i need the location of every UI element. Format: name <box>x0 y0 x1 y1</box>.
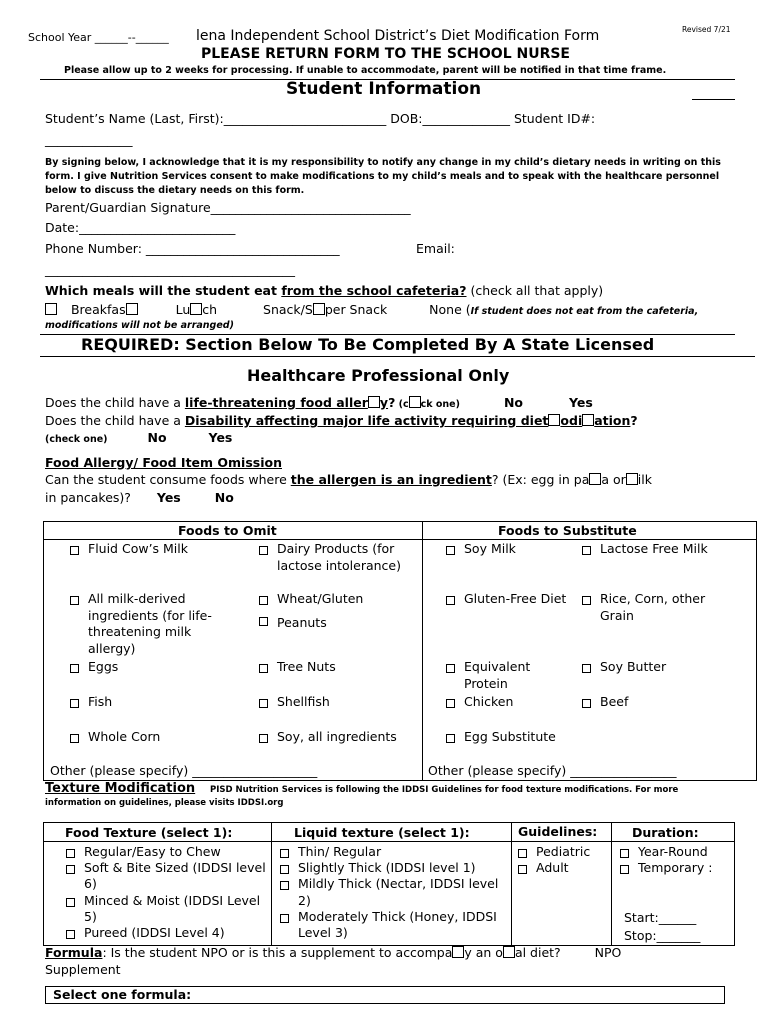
checkbox-icon[interactable] <box>280 914 289 923</box>
guideline-options <box>518 844 610 876</box>
food-option[interactable] <box>259 659 409 676</box>
duration-options <box>620 844 730 876</box>
return-instruction: PLEASE RETURN FORM TO THE SCHOOL NURSE <box>201 46 570 62</box>
texture-option[interactable] <box>620 860 730 876</box>
select-formula-box[interactable]: Select one formula: <box>45 986 725 1004</box>
divider <box>40 356 755 357</box>
meals-question: Which meals will the student eat from the school cafeteria? (check all that apply) <box>45 283 604 298</box>
liquid-texture-options <box>280 844 506 941</box>
breakfast-checkbox[interactable] <box>45 303 57 315</box>
texture-note: PISD Nutrition Services is following the IDDSI Guidelines for food texture modifications. For more <box>210 785 679 795</box>
texture-heading: Texture Modification <box>45 781 196 796</box>
life-threatening-question: Does the child have a life-threatening food aller y? (c ck one) No Yes <box>45 395 593 410</box>
texture-option[interactable] <box>66 860 266 892</box>
food-option-label: Gluten-Free Diet <box>464 591 567 606</box>
food-option-label: Chicken <box>464 694 514 709</box>
checkbox-icon[interactable] <box>446 699 455 708</box>
food-texture-heading: Food Texture (select 1): <box>65 825 233 840</box>
food-option[interactable] <box>259 729 409 746</box>
food-option[interactable] <box>70 729 240 746</box>
food-option-label: Soy, all ingredients <box>277 729 397 744</box>
food-option-label: Beef <box>600 694 629 709</box>
texture-option[interactable] <box>66 844 266 860</box>
food-option-label: Shellfish <box>277 694 330 709</box>
food-option[interactable] <box>446 591 576 608</box>
texture-option-label: Slightly Thick (IDDSI level 1) <box>298 860 476 876</box>
checkbox-icon[interactable] <box>259 596 268 605</box>
checkbox-icon[interactable] <box>66 865 75 874</box>
omit-other-field[interactable]: Other (please specify) ____________________ <box>50 763 318 778</box>
required-subheading: Healthcare Professional Only <box>247 366 510 385</box>
checkbox-icon[interactable] <box>280 881 289 890</box>
checkbox-icon[interactable] <box>582 596 591 605</box>
parent-signature-field[interactable]: Parent/Guardian Signature________________________________ <box>45 200 411 215</box>
food-option[interactable] <box>70 591 240 657</box>
texture-option-label: Temporary : <box>638 860 713 876</box>
food-option[interactable] <box>259 541 409 574</box>
guidelines-heading: Guidelines: <box>518 824 598 839</box>
checkbox-icon[interactable] <box>259 734 268 743</box>
food-option-label: Tree Nuts <box>277 659 336 674</box>
checkbox-icon[interactable] <box>259 699 268 708</box>
divider <box>692 99 735 100</box>
student-info-heading: Student Information <box>286 79 482 99</box>
allergen-question: Can the student consume foods where the allergen is an ingredient? (Ex: egg in pa a or ilk <box>45 472 652 487</box>
phone-field[interactable]: Phone Number: _______________________________ <box>45 241 340 256</box>
form-title: lena Independent School District’s Diet Modification Form <box>196 28 600 44</box>
food-option-label: Fluid Cow’s Milk <box>88 541 188 556</box>
checkbox-icon[interactable] <box>620 865 629 874</box>
food-option[interactable] <box>70 694 240 711</box>
texture-option[interactable] <box>66 925 266 941</box>
texture-option-label: Soft & Bite Sized (IDDSI level 6) <box>84 860 266 892</box>
formula-question: Formula: Is the student NPO or is this a supplement to accompa y an o al diet? NPO <box>45 945 622 960</box>
texture-option-label: Minced & Moist (IDDSI Level 5) <box>84 892 261 924</box>
disability-question: Does the child have a Disability affecting major life activity requiring diet odi ation? <box>45 413 638 428</box>
q2-no-checkbox[interactable] <box>548 414 560 426</box>
food-option[interactable] <box>446 729 576 746</box>
food-option-label: Wheat/Gluten <box>277 591 364 606</box>
texture-option[interactable] <box>66 893 266 925</box>
food-option-label: Fish <box>88 694 113 709</box>
allergen-yes-checkbox[interactable] <box>589 473 601 485</box>
food-option-label: Soy Milk <box>464 541 516 556</box>
student-id-field[interactable]: ______________ <box>45 132 133 147</box>
checkbox-icon[interactable] <box>70 699 79 708</box>
checkbox-icon[interactable] <box>66 849 75 858</box>
checkbox-icon[interactable] <box>518 849 527 858</box>
food-option[interactable] <box>582 659 712 676</box>
texture-option[interactable] <box>620 844 730 860</box>
food-option[interactable] <box>582 541 712 558</box>
foods-table <box>43 521 757 781</box>
food-option-label: Lactose Free Milk <box>600 541 708 556</box>
checkbox-icon[interactable] <box>66 930 75 939</box>
texture-option-label: Thin/ Regular <box>298 844 382 859</box>
food-option-label: Egg Substitute <box>464 729 556 744</box>
food-option-label: Eggs <box>88 659 119 674</box>
texture-option-label: Adult <box>536 860 569 876</box>
food-option[interactable] <box>446 659 576 692</box>
start-field[interactable]: Start:______ <box>624 910 697 925</box>
checkbox-icon[interactable] <box>259 664 268 673</box>
food-option-label: Rice, Corn, other Grain <box>600 591 706 623</box>
checkbox-icon[interactable] <box>518 865 527 874</box>
stop-field[interactable]: Stop:_______ <box>624 928 701 943</box>
texture-note-2: information on guidelines, please visits IDDSI.org <box>45 798 284 808</box>
checkbox-icon[interactable] <box>70 596 79 605</box>
consent-statement: By signing below, I acknowledge that it is my responsibility to notify any change in my child’s dietary needs in writing on this form. I give Nutrition Services consent to make modifications to my child’s meals and to speak with the healthcare personnel below to discuss the dietary needs on this form. <box>45 157 721 196</box>
foods-substitute-heading: Foods to Substitute <box>498 523 637 538</box>
texture-option[interactable] <box>518 860 610 876</box>
texture-table <box>43 822 735 946</box>
food-allergy-heading: Food Allergy/ Food Item Omission <box>45 455 282 470</box>
texture-option[interactable] <box>280 909 506 941</box>
checkbox-icon[interactable] <box>70 734 79 743</box>
checkbox-icon[interactable] <box>446 734 455 743</box>
peanuts-option[interactable]: Peanuts <box>259 615 327 630</box>
food-option-label: All milk-derived ingredients (for life-threatening milk allergy) <box>88 591 212 656</box>
snack-checkbox[interactable] <box>313 303 325 315</box>
texture-option-label: Moderately Thick (Honey, IDDSI Level 3) <box>298 908 497 941</box>
checkbox-icon[interactable] <box>280 865 289 874</box>
food-texture-options <box>66 844 266 941</box>
texture-option[interactable] <box>518 844 610 860</box>
formula-supplement-checkbox[interactable] <box>503 946 515 958</box>
lunch-mark <box>190 303 202 315</box>
disability-options: (check one) No Yes <box>45 430 233 445</box>
revised-date: Revised 7/21 <box>682 25 731 34</box>
food-option[interactable] <box>582 591 712 624</box>
allergen-options: in pancakes)? Yes No <box>45 490 234 505</box>
email-label: Email: <box>416 241 455 256</box>
liquid-texture-heading: Liquid texture (select 1): <box>294 825 470 840</box>
formula-npo-checkbox[interactable] <box>452 946 464 958</box>
texture-option-label: Year-Round <box>638 844 708 859</box>
checkbox-icon[interactable] <box>70 664 79 673</box>
duration-heading: Duration: <box>632 825 699 840</box>
food-option[interactable] <box>446 541 576 558</box>
checkbox-icon[interactable] <box>446 546 455 555</box>
checkbox-icon[interactable] <box>446 596 455 605</box>
checkbox-icon[interactable] <box>66 898 75 907</box>
processing-note: Please allow up to 2 weeks for processing. If unable to accommodate, parent will be notified in that time frame. <box>64 65 667 76</box>
checkbox-icon[interactable] <box>446 664 455 673</box>
email-field[interactable]: ________________________________________ <box>45 262 295 277</box>
formula-supplement: Supplement <box>45 962 121 977</box>
texture-option[interactable] <box>280 844 506 860</box>
substitute-other-field[interactable]: Other (please specify) _________________ <box>428 763 677 778</box>
food-option[interactable] <box>446 694 576 711</box>
foods-omit-heading: Foods to Omit <box>178 523 277 538</box>
texture-option[interactable] <box>280 860 506 876</box>
food-option-label: Soy Butter <box>600 659 667 674</box>
required-heading: REQUIRED: Section Below To Be Completed By A State Licensed <box>81 335 655 354</box>
lunch-checkbox[interactable] <box>126 303 138 315</box>
checkbox-icon[interactable] <box>582 664 591 673</box>
texture-option-label: Pureed (IDDSI Level 4) <box>84 925 225 941</box>
q2-yes-checkbox[interactable] <box>582 414 594 426</box>
texture-option-label: Pediatric <box>536 844 591 859</box>
food-option[interactable] <box>259 591 409 608</box>
food-option[interactable] <box>259 694 409 711</box>
checkbox-icon[interactable] <box>259 546 268 555</box>
texture-option-label: Mildly Thick (Nectar, IDDSI level 2) <box>298 876 499 908</box>
school-year-field[interactable]: School Year ______--______ <box>28 31 169 44</box>
checkbox-icon[interactable] <box>70 546 79 555</box>
q1-no-checkbox[interactable] <box>409 396 421 408</box>
student-name-dob-id-line[interactable]: Student’s Name (Last, First):__________________________ DOB:______________ Student ID#: <box>45 111 596 126</box>
checkbox-icon[interactable] <box>280 849 289 858</box>
food-option[interactable] <box>582 694 712 711</box>
food-option-label: Equivalent Protein <box>464 659 531 691</box>
food-option-label: Whole Corn <box>88 729 161 744</box>
date-field[interactable]: Date:_________________________ <box>45 220 236 235</box>
food-option-label: Dairy Products (for lactose intolerance) <box>277 541 401 573</box>
food-option[interactable] <box>70 541 240 558</box>
checkbox-icon[interactable] <box>582 699 591 708</box>
texture-option[interactable] <box>280 876 506 908</box>
none-note: modifications will not be arranged) <box>45 320 234 331</box>
allergen-no-checkbox[interactable] <box>626 473 638 485</box>
texture-option-label: Regular/Easy to Chew <box>84 844 221 859</box>
checkbox-icon[interactable] <box>582 546 591 555</box>
checkbox-icon[interactable] <box>620 849 629 858</box>
meal-options: Breakfas Lu ch Snack/S per Snack None (If student does not eat from the cafeteria, <box>45 302 698 317</box>
food-option[interactable] <box>70 659 240 676</box>
